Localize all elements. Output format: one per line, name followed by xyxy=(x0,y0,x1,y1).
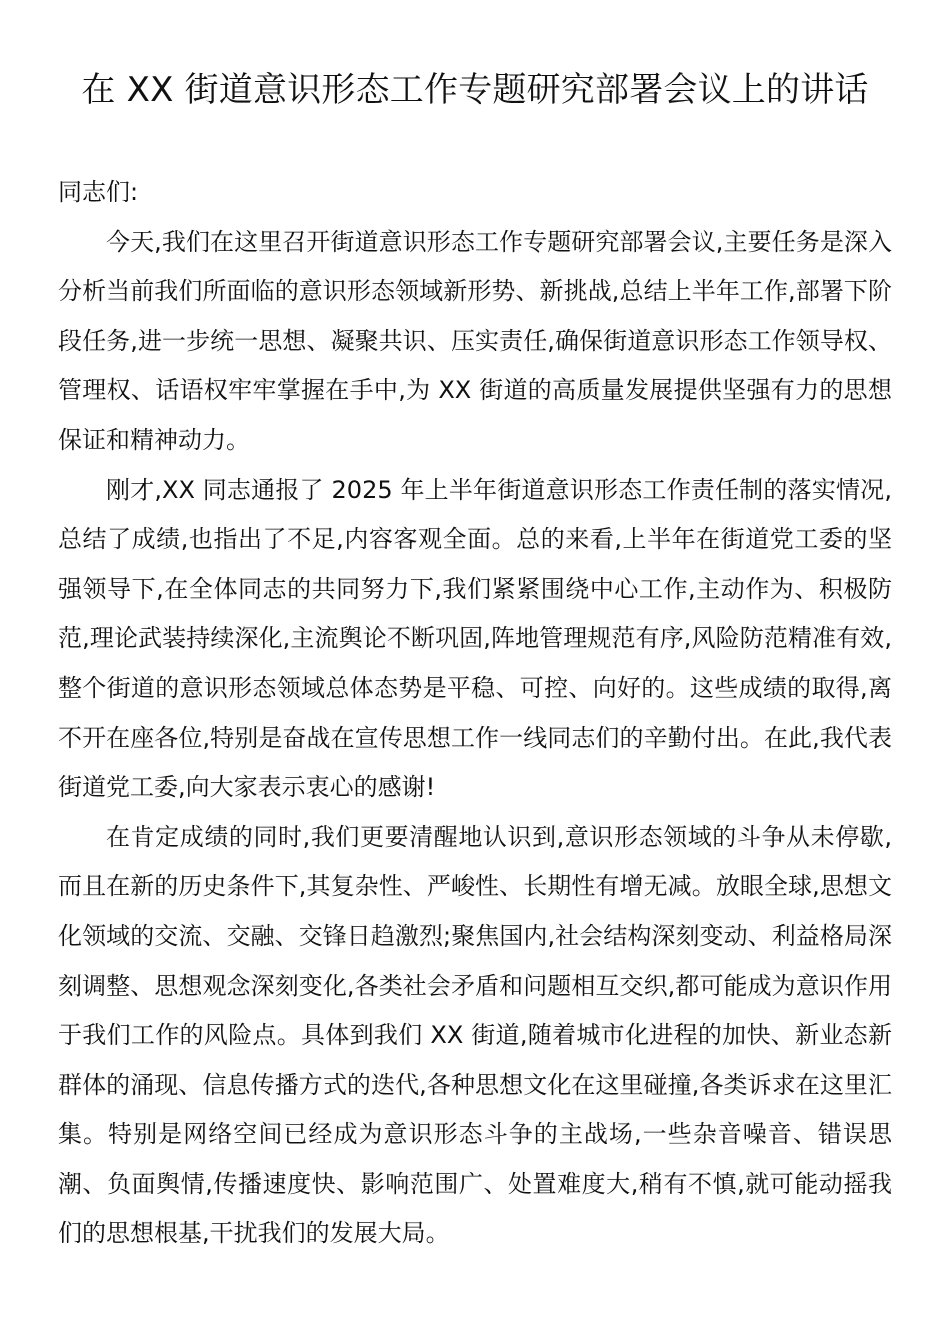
paragraph-achievements: 刚才,XX 同志通报了 2025 年上半年街道意识形态工作责任制的落实情况,总结了成绩,也指出了不足,内容客观全面。总的来看,上半年在街道党工委的坚强领导下,在全体同志的共同努力下,我们紧紧围绕中心工作,主动作为、积极防范,理论武装持续深化,主流舆论不断巩固,阵地管理规范有序,风险防范精准有效,整个街道的意识形态领域总体态势是平稳、可控、向好的。这些成绩的取得,离不开在座各位,特别是奋战在宣传思想工作一线同志们的辛勤付出。在此,我代表街道党工委,向大家表示衷心的感谢! xyxy=(58,475,892,802)
document-title: 在 XX 街道意识形态工作专题研究部署会议上的讲话 xyxy=(81,70,869,110)
salutation: 同志们: xyxy=(58,178,139,206)
paragraph-challenges: 在肯定成绩的同时,我们更要清醒地认识到,意识形态领域的斗争从未停歇,而且在新的历史条件下,其复杂性、严峻性、长期性有增无减。放眼全球,思想文化领域的交流、交融、交锋日趋激烈;聚焦国内,社会结构深刻变动、利益格局深刻调整、思想观念深刻变化,各类社会矛盾和问题相互交织,都可能成为意识作用于我们工作的风险点。具体到我们 XX 街道,随着城市化进程的加快、新业态新群体的涌现、信息传播方式的迭代,各种思想文化在这里碰撞,各类诉求在这里汇集。特别是网络空间已经成为意识形态斗争的主战场,一些杂音噪音、错误思潮、负面舆情,传播速度快、影响范围广、处置难度大,稍有不慎,就可能动摇我们的思想根基,干扰我们的发展大局。 xyxy=(58,822,892,1248)
document-body xyxy=(58,168,892,1259)
paragraph-opening: 今天,我们在这里召开街道意识形态工作专题研究部署会议,主要任务是深入分析当前我们所面临的意识形态领域新形势、新挑战,总结上半年工作,部署下阶段任务,进一步统一思想、凝聚共识、压实责任,确保街道意识形态工作领导权、管理权、话语权牢牢掌握在手中,为 XX 街道的高质量发展提供坚强有力的思想保证和精神动力。 xyxy=(58,227,892,454)
